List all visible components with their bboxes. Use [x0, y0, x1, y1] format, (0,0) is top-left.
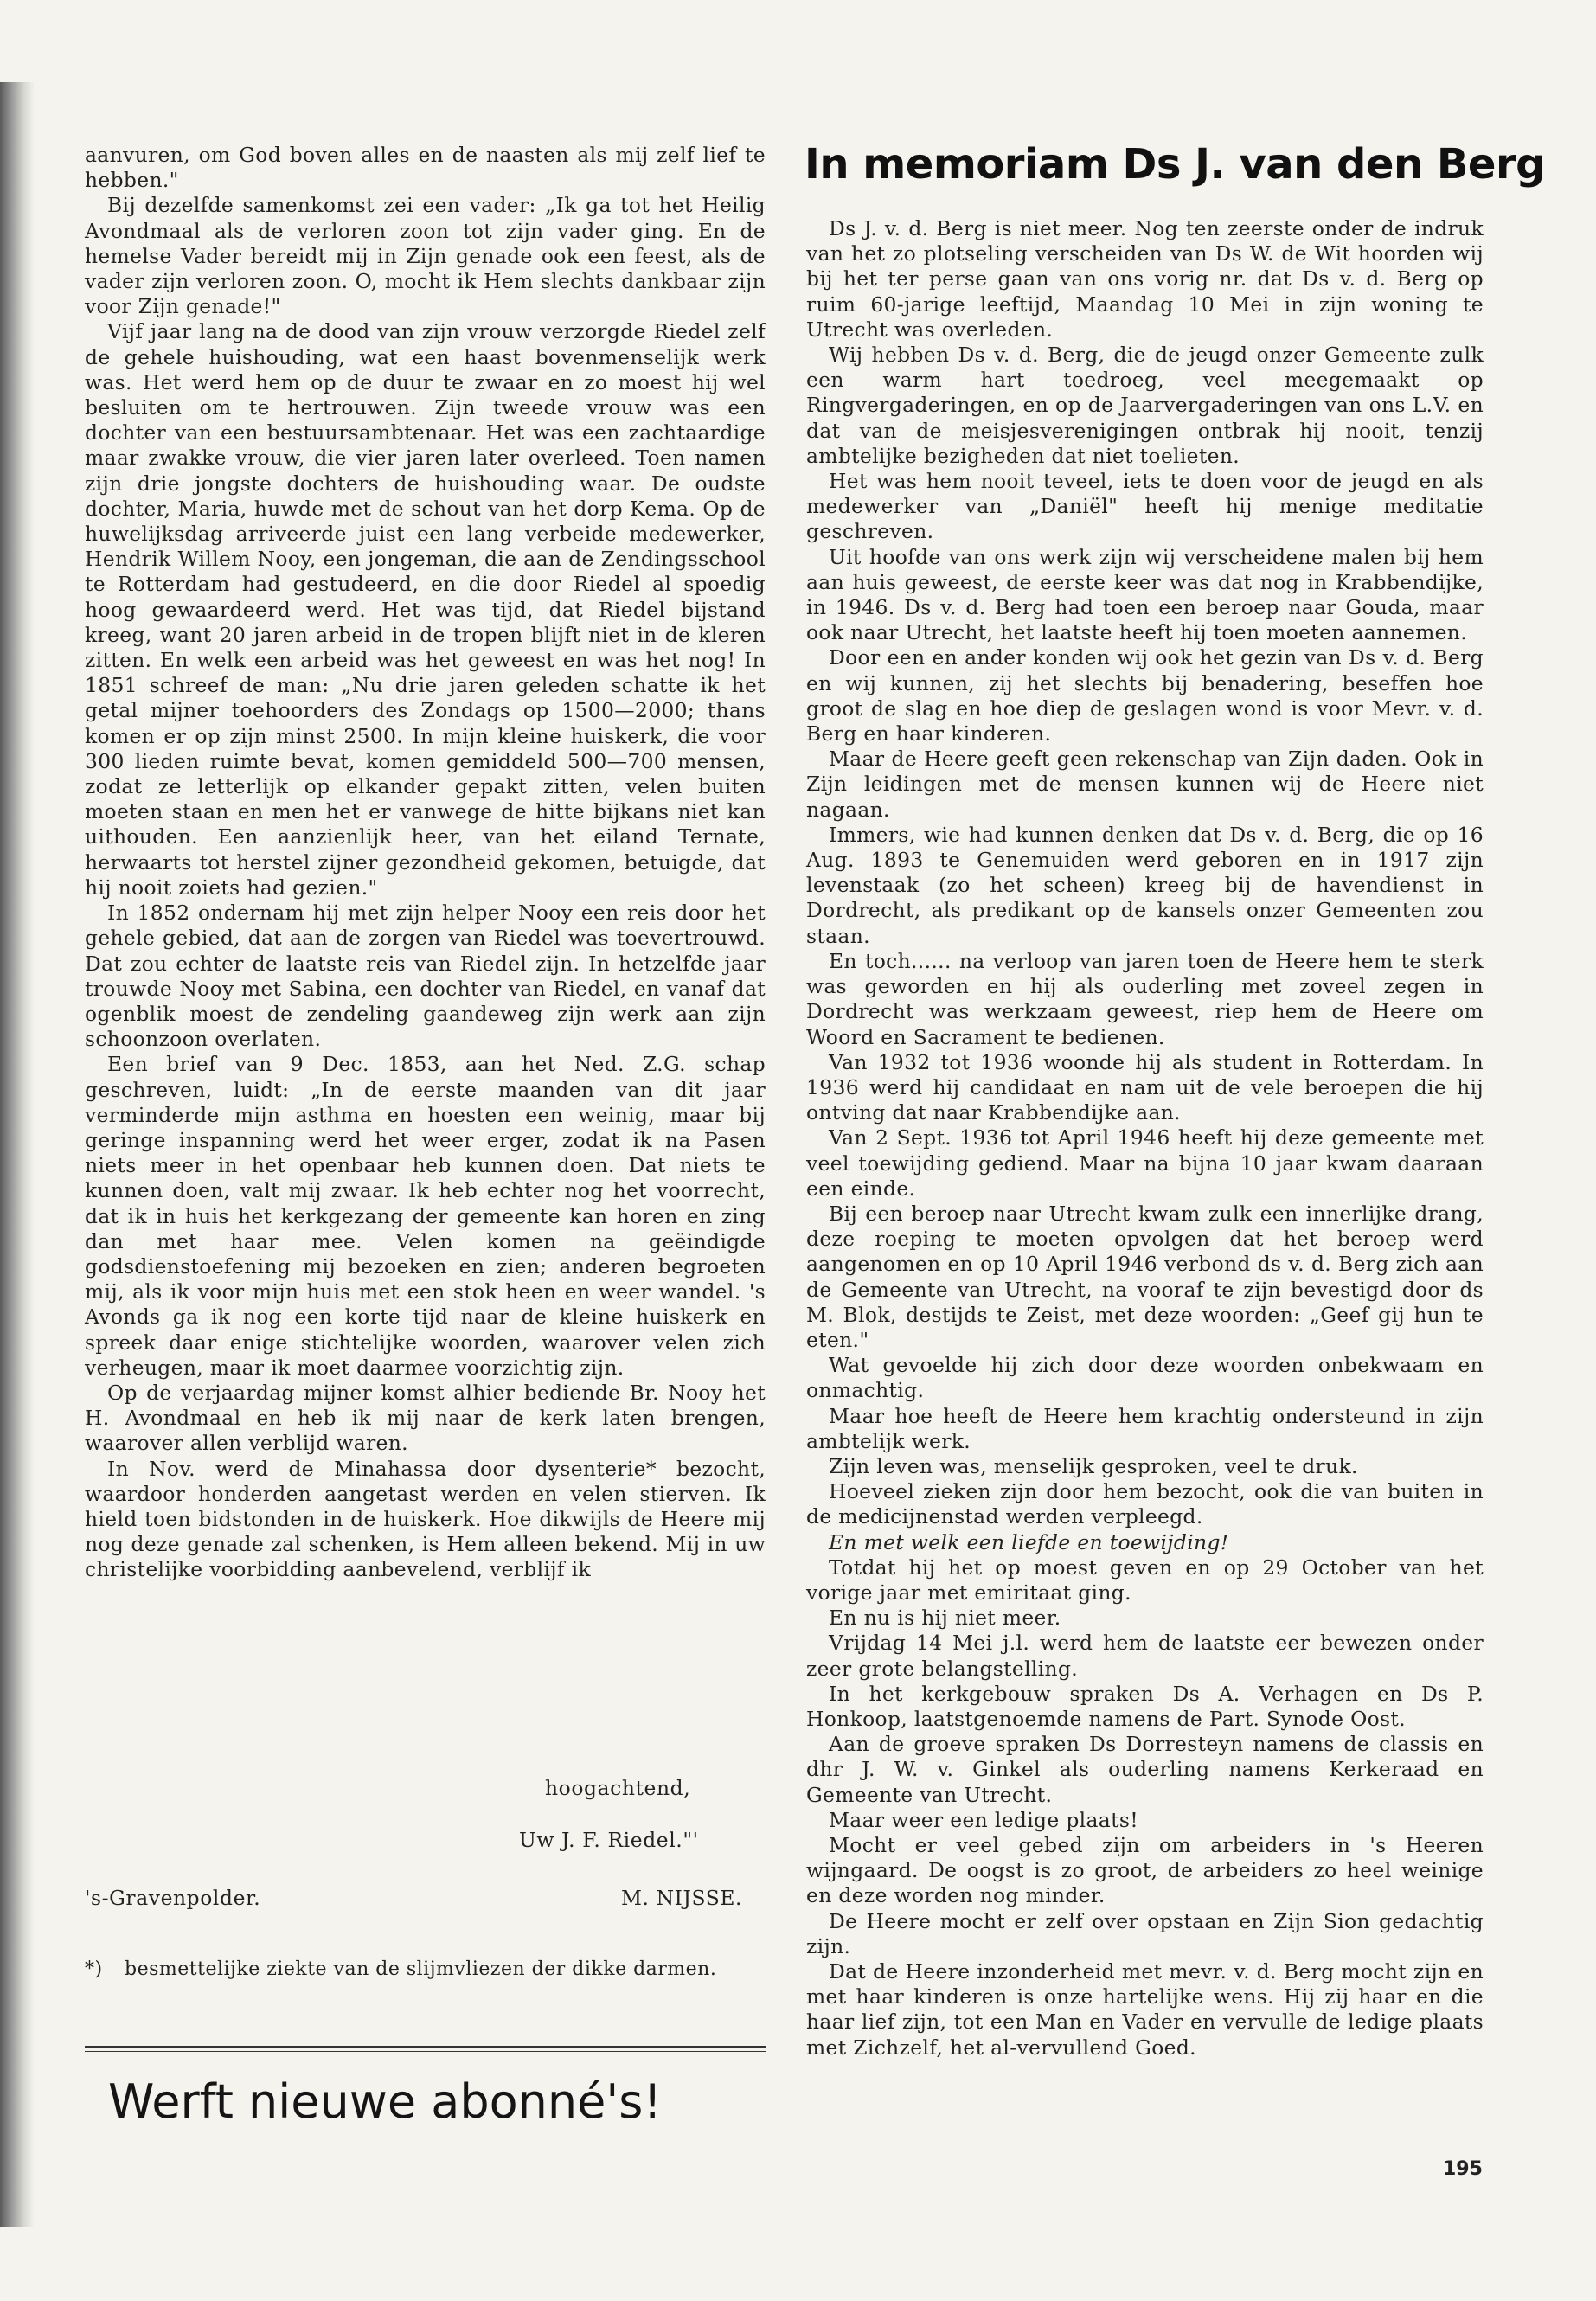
article-paragraph: En met welk een liefde en toewijding!	[829, 1529, 1229, 1554]
footnote-marker: *)	[85, 1958, 103, 1980]
article-paragraph: Uit hoofde van ons werk zijn wij verscheidene malen bij hem aan huis geweest, de eerste keer was dat nog in Krabbendijke, in 1946. Ds v. d. Berg had toen een beroep naar Gouda, maar ook naar Utrecht, het laatste heeft hij toen moeten aannemen.	[806, 544, 1484, 645]
article-paragraph: Op de verjaardag mijner komst alhier bediende Br. Nooy het H. Avondmaal en heb ik mij naar de kerk laten brengen, waarover allen verblijd waren.	[85, 1380, 766, 1456]
article-paragraph: Het was hem nooit teveel, iets te doen voor de jeugd en als medewerker van „Daniël" heeft hij menige meditatie geschreven.	[806, 469, 1484, 544]
article-paragraph: Vrijdag 14 Mei j.l. werd hem de laatste eer bewezen onder zeer grote belangstelling.	[806, 1631, 1484, 1681]
article-paragraph: Immers, wie had kunnen denken dat Ds v. d. Berg, die op 16 Aug. 1893 te Genemuiden werd geboren en in 1917 zijn levenstaak (zo het scheen) kreeg bij de havendienst in Dordrecht, als predikant op de kansels onzer Gemeenten zou staan.	[806, 822, 1484, 948]
article-paragraph: Ds J. v. d. Berg is niet meer. Nog ten zeerste onder de indruk van het zo plotseling verscheiden van Ds W. de Wit hoorden wij bij het ter perse gaan van ons vorig nr. dat Ds v. d. Berg op ruim 60-jarige leeftijd, Maandag 10 Mei in zijn woning te Utrecht was overleden.	[806, 216, 1484, 342]
subscription-headline: Werft nieuwe abonné's!	[108, 2074, 662, 2129]
article-paragraph: Bij een beroep naar Utrecht kwam zulk een innerlijke drang, deze roeping te moeten opvolgen dat het beroep werd aangenomen en op 10 April 1946 verbond ds v. d. Berg zich aan de Gemeente van Utrecht, na vooraf te zijn bevestigd door ds M. Blok, destijds te Zeist, met deze woorden: „Geef gij hun te eten."	[806, 1201, 1484, 1352]
article-paragraph: De Heere mocht er zelf over opstaan en Zijn Sion gedachtig zijn.	[806, 1908, 1484, 1958]
article-paragraph: Van 1932 tot 1936 woonde hij als student in Rotterdam. In 1936 werd hij candidaat en nam uit de vele beroepen die hij ontving dat naar Krabbendijke aan.	[806, 1049, 1484, 1125]
article-paragraph: Door een en ander konden wij ook het gezin van Ds v. d. Berg en wij kunnen, zij het slechts bij benadering, beseffen hoe groot de slag en hoe diep de geslagen wond is voor Mevr. v. d. Berg en haar kinderen.	[806, 645, 1484, 747]
article-paragraph: Wij hebben Ds v. d. Berg, die de jeugd onzer Gemeente zulk een warm hart toedroeg, veel meegemaakt op Ringvergaderingen, en op de Jaarvergaderingen van ons L.V. en dat van de meisjesverenigingen ontbrak hij nooit, tenzij ambtelijke bezigheden dat niet toelieten.	[806, 343, 1484, 468]
article-paragraph: Hoeveel zieken zijn door hem bezocht, ook die van buiten in de medicijnenstad werden verpleegd.	[806, 1479, 1484, 1529]
left-article-column	[85, 143, 766, 1583]
right-article-column	[806, 216, 1484, 2061]
page-binding-edge	[0, 82, 35, 2227]
section-divider	[85, 2046, 766, 2052]
article-paragraph: Maar weer een ledige plaats!	[829, 1807, 1138, 1832]
article-paragraph: In 1852 ondernam hij met zijn helper Nooy een reis door het gehele gebied, dat aan de zorgen van Riedel was toevertrouwd. Dat zou echter de laatste reis van Riedel zijn. In hetzelfde jaar trouwde Nooy met Sabina, een dochter van Riedel, en vanaf dat ogenblik moest de zendeling gaandeweg zijn werk aan zijn schoonzoon overlaten.	[85, 901, 766, 1052]
article-paragraph: Totdat hij het op moest geven en op 29 October van het vorige jaar met emiritaat ging.	[806, 1554, 1484, 1605]
article-paragraph: aanvuren, om God boven alles en de naasten als mij zelf lief te hebben."	[85, 143, 766, 193]
letter-greeting: hoogachtend,	[545, 1776, 691, 1800]
article-paragraph: Mocht er veel gebed zijn om arbeiders in 's Heeren wijngaard. De oogst is zo groot, de arbeiders zo heel weinige en deze worden nog minder.	[806, 1833, 1484, 1908]
footnote	[85, 1958, 766, 1982]
article-paragraph: In Nov. werd de Minahassa door dysenterie* bezocht, waardoor honderden aangetast werden en velen stierven. Ik hield toen bidstonden in de huiskerk. Hoe dikwijls de Heere mij nog deze genade zal schenken, is Hem alleen bekend. Mij in uw christelijke voorbidding aanbevelend, verblijf ik	[85, 1456, 766, 1582]
article-author: M. NIJSSE.	[621, 1886, 743, 1910]
article-paragraph: Wat gevoelde hij zich door deze woorden onbekwaam en onmachtig.	[806, 1353, 1484, 1403]
article-paragraph: Zijn leven was, menselijk gesproken, veel te druk.	[829, 1453, 1358, 1478]
article-place: 's-Gravenpolder.	[85, 1886, 261, 1910]
article-paragraph: Dat de Heere inzonderheid met mevr. v. d. Berg mocht zijn en met haar kinderen is onze hartelijke wens. Hij zij haar en die haar lief zijn, tot een Man en Vader en vervulle de ledige plaats met Zichzelf, het al-vervullend Goed.	[806, 1959, 1484, 2060]
memoriam-title: In memoriam Ds J. van den Berg	[804, 140, 1546, 189]
footnote-text: besmettelijke ziekte van de slijmvliezen der dikke darmen.	[125, 1958, 717, 1980]
article-paragraph: En nu is hij niet meer.	[829, 1606, 1061, 1631]
article-paragraph: Van 2 Sept. 1936 tot April 1946 heeft hij deze gemeente met veel toewijding gediend. Maar na bijna 10 jaar kwam daaraan een einde.	[806, 1125, 1484, 1201]
article-paragraph: Maar hoe heeft de Heere hem krachtig ondersteund in zijn ambtelijk werk.	[806, 1403, 1484, 1453]
article-paragraph: Vijf jaar lang na de dood van zijn vrouw verzorgde Riedel zelf de gehele huishouding, wat een haast bovenmenselijk werk was. Het werd hem op de duur te zwaar en zo moest hij wel besluiten om te hertrouwen. Zijn tweede vrouw was een dochter van een bestuursambtenaar. Het was een zachtaardige maar zwakke vrouw, die vier jaren later overleed. Toen namen zijn drie jongste dochters de huishouding waar. De oudste dochter, Maria, huwde met de schout van het dorp Kema. Op de huwelijksdag arriveerde juist een lang verbeide medewerker, Hendrik Willem Nooy, een jongeman, die aan de Zendingsschool te Rotterdam had gestudeerd, en die door Riedel al spoedig hoog gewaardeerd werd. Het was tijd, dat Riedel bijstand kreeg, want 20 jaren arbeid in de tropen blijft niet in de kleren zitten. En welk een arbeid was het geweest en was het nog! In 1851 schreef de man: „Nu drie jaren geleden schatte ik het getal mijner toehoorders des Zondags op 1500—2000; thans komen er op zijn minst 2500. In mijn kleine huiskerk, die voor 300 lieden ruimte bevat, komen gemiddeld 500—700 mensen, zodat ze letterlijk op elkander gepakt zitten, velen buiten moeten staan en men het er vanwege de hitte bijkans niet kan uithouden. Een aanzienlijk heer, van het eiland Ternate, herwaarts tot herstel zijner gezondheid gekomen, betuigde, dat hij nooit zoiets had gezien."	[85, 319, 766, 900]
article-paragraph: En toch...... na verloop van jaren toen de Heere hem te sterk was geworden en hij als ouderling met zoveel zegen in Dordrecht was werkzaam geweest, riep hem de Heere om Woord en Sacrament te bedienen.	[806, 948, 1484, 1049]
article-paragraph: In het kerkgebouw spraken Ds A. Verhagen en Ds P. Honkoop, laatstgenoemde namens de Part. Synode Oost.	[806, 1681, 1484, 1731]
article-paragraph: Maar de Heere geeft geen rekenschap van Zijn daden. Ook in Zijn leidingen met de mensen kunnen wij de Heere niet nagaan.	[806, 747, 1484, 822]
letter-signature: Uw J. F. Riedel."'	[519, 1828, 699, 1852]
article-paragraph: Bij dezelfde samenkomst zei een vader: „Ik ga tot het Heilig Avondmaal als de verloren zoon tot zijn vader ging. En de hemelse Vader bereidt mij in Zijn genade ook een feest, als de vader zijn verloren zoon. O, mocht ik Hem slechts dankbaar zijn voor Zijn genade!"	[85, 193, 766, 319]
page-number: 195	[1443, 2158, 1483, 2180]
article-paragraph: Aan de groeve spraken Ds Dorresteyn namens de classis en dhr J. W. v. Ginkel als ouderling namens Kerkeraad en Gemeente van Utrecht.	[806, 1732, 1484, 1807]
article-paragraph: Een brief van 9 Dec. 1853, aan het Ned. Z.G. schap geschreven, luidt: „In de eerste maanden van dit jaar verminderde mijn asthma en hoesten een weinig, maar bij geringe inspanning werd het weer erger, zodat ik na Pasen niets meer in het openbaar heb kunnen doen. Dat niets te kunnen doen, valt mij zwaar. Ik heb echter nog het voorrecht, dat ik in huis het kerkgezang der gemeente kan horen en zing dan met haar mee. Velen komen na geëindigde godsdienstoefening mij bezoeken en zien; anderen begroeten mij, als ik voor mijn huis met een stok heen en weer wandel. 's Avonds ga ik nog een korte tijd naar de kleine huiskerk en spreek daar enige stichtelijke woorden, waarover velen zich verheugen, maar ik moet daarmee voorzichtig zijn.	[85, 1052, 766, 1380]
